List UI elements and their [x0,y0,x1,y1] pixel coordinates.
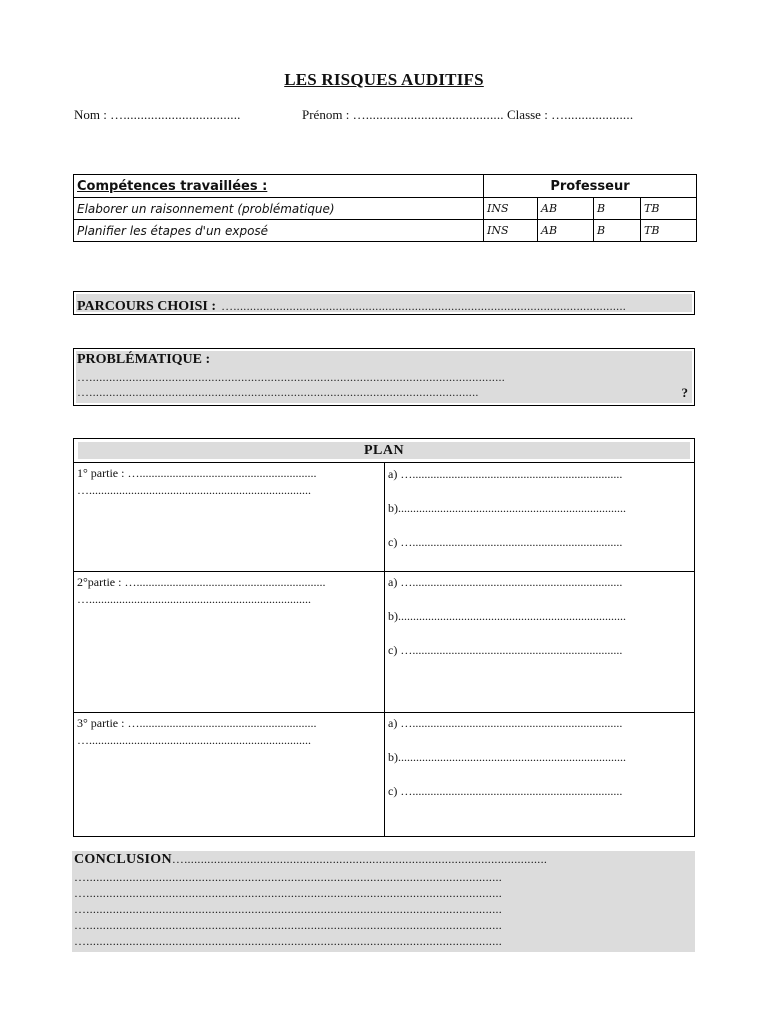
part-1-label[interactable]: 1° partie : …........................................................... [77,466,317,480]
level-b-cell[interactable]: B [594,220,641,242]
professor-header: Professeur [484,175,697,198]
conclusion-line[interactable]: ….............................................................................................................................. [74,934,503,948]
parcours-box [73,291,695,315]
problematique-box [73,348,695,406]
problematique-label: PROBLÉMATIQUE : [77,352,211,367]
part-2-b[interactable]: b)............................................................................ [388,609,626,623]
conclusion-dots: ….............................................................................................................. [171,852,548,866]
competences-table [73,174,697,242]
prenom-dots: …........................................ [352,107,504,122]
level-ins-cell[interactable]: INS [484,198,538,220]
part-1-b[interactable]: b)............................................................................ [388,501,626,515]
competences-header-row [74,175,697,198]
part-2-a[interactable]: a) …...................................................................... [388,575,623,589]
problematique-line-1[interactable]: ….............................................................................................................................. [77,370,506,384]
question-mark: ? [681,385,688,400]
competence-label: Planifier les étapes d'un exposé [74,220,484,242]
plan-part-3 [74,712,694,837]
part-2-line-2[interactable]: ….......................................................................... [77,592,311,606]
part-3-c[interactable]: c) …...................................................................... [388,784,623,798]
part-1-a[interactable]: a) …...................................................................... [388,467,623,481]
conclusion-line[interactable]: ….............................................................................................................................. [74,870,503,884]
part-3-label[interactable]: 3° partie : …........................................................... [77,716,317,730]
level-tb-cell[interactable]: TB [641,220,697,242]
nom-label: Nom : [74,107,107,122]
part-1-c[interactable]: c) …...................................................................... [388,535,623,549]
conclusion-line[interactable]: ….............................................................................................................................. [74,918,503,932]
parcours-field[interactable] [77,295,691,315]
level-ab-cell[interactable]: AB [538,198,594,220]
competence-row [74,198,697,220]
page-title: LES RISQUES AUDITIFS [284,70,484,89]
competences-header: Compétences travaillées : [74,175,484,198]
conclusion-line[interactable]: ….............................................................................................................................. [74,886,503,900]
competence-row [74,220,697,242]
nom-dots: ….................................. [110,107,241,122]
nom-field[interactable] [74,107,241,123]
part-2-c[interactable]: c) …...................................................................... [388,643,623,657]
part-2-label[interactable]: 2°partie : …............................................................... [77,575,326,589]
part-3-b[interactable]: b)............................................................................ [388,750,626,764]
conclusion-line[interactable]: ….............................................................................................................................. [74,902,503,916]
plan-box [73,438,695,837]
part-3-a[interactable]: a) …...................................................................... [388,716,623,730]
prenom-field[interactable] [302,107,633,123]
parcours-label: PARCOURS CHOISI : [77,299,216,314]
plan-part-2 [74,571,694,712]
problematique-line-2[interactable]: …...................................................................................................................... [77,385,479,399]
parcours-dots: …....................................................................................................................... [221,299,627,313]
conclusion-first-line[interactable] [74,852,693,868]
competence-label: Elaborer un raisonnement (problématique) [74,198,484,220]
part-3-line-2[interactable]: ….......................................................................... [77,733,311,747]
level-ab-cell[interactable]: AB [538,220,594,242]
part-1-line-2[interactable]: ….......................................................................... [77,483,311,497]
conclusion-box [72,851,695,952]
level-tb-cell[interactable]: TB [641,198,697,220]
level-b-cell[interactable]: B [594,198,641,220]
prenom-label: Prénom : [302,107,350,122]
plan-part-1 [74,462,694,571]
plan-header: PLAN [78,442,690,459]
level-ins-cell[interactable]: INS [484,220,538,242]
classe-dots: ….................... [551,107,634,122]
conclusion-label: CONCLUSION [74,852,172,867]
classe-label: Classe : [507,107,548,122]
